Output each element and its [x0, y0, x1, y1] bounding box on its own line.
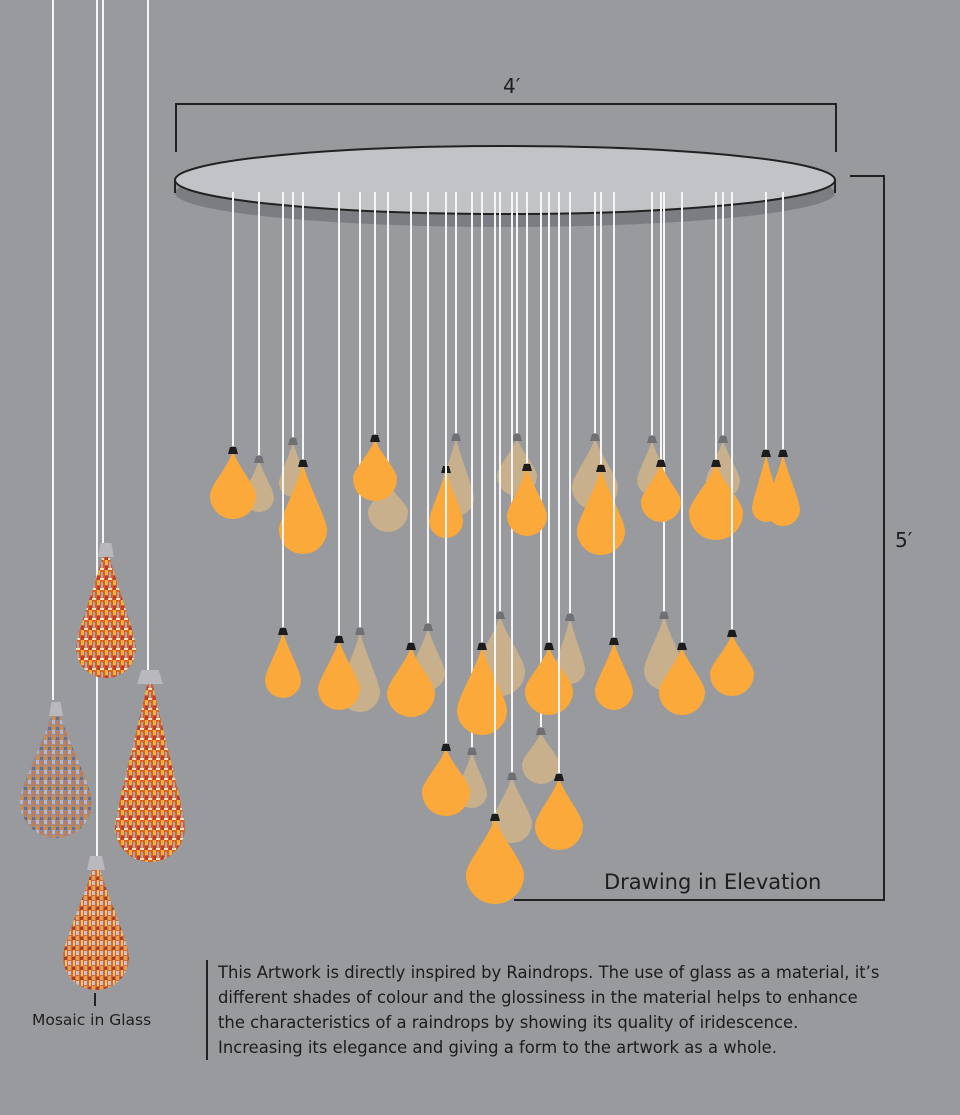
pendant-cap [87, 856, 105, 870]
description-line: the characteristics of a raindrops by showing its quality of iridescence. [218, 1013, 799, 1032]
drop-cap [659, 612, 669, 619]
drop-cap [727, 630, 737, 637]
description-line: different shades of colour and the glossiness in the material helps to enhance [218, 988, 858, 1007]
amber-raindrop-pendant [210, 192, 256, 519]
drop-cap [288, 438, 298, 445]
amber-raindrop-pendant [279, 192, 327, 554]
raindrop-glass [265, 632, 301, 698]
mosaic-glass-pendant [76, 543, 136, 678]
raindrop-glass [422, 748, 470, 816]
height-dimension-label: 5′ [895, 528, 913, 552]
artwork-description [206, 960, 938, 1060]
amber-raindrop-pendant [318, 192, 360, 710]
drop-cap [370, 435, 380, 442]
raindrop-glass [522, 732, 560, 784]
pendant-cap [98, 543, 114, 557]
drop-cap [278, 628, 288, 635]
mosaic-in-glass-caption: Mosaic in Glass [32, 1011, 152, 1029]
canopy [175, 146, 835, 227]
muted-raindrop-pendant [497, 192, 537, 496]
drop-cap [609, 638, 619, 645]
drop-cap [761, 450, 771, 457]
description-line: This Artwork is directly inspired by Raindrops. The use of glass as a material, it’s [218, 963, 880, 982]
mosaic-glass-body [63, 856, 129, 990]
description-line: Increasing its elegance and giving a form to the artwork as a whole. [218, 1038, 777, 1057]
mosaic-pendants [20, 0, 185, 990]
muted-raindrop-pendant [706, 192, 740, 498]
raindrop-glass [595, 642, 633, 710]
drop-cap [544, 643, 554, 650]
mosaic-glass-pendant [63, 856, 129, 990]
width-dimension-line [176, 104, 836, 152]
drop-cap [254, 456, 264, 463]
drop-cap [536, 728, 546, 735]
drop-cap [451, 434, 461, 441]
mosaic-glass-pendant [20, 702, 92, 838]
drop-cap [228, 447, 238, 454]
muted-raindrop-pendant [411, 192, 445, 690]
raindrop-glass [210, 451, 256, 519]
mosaic-glass-pendant [115, 670, 185, 862]
drop-cap [441, 744, 451, 751]
drop-cap [590, 434, 600, 441]
drop-cap [334, 636, 344, 643]
width-dimension-label: 4′ [503, 74, 521, 98]
mosaic-glass-body [115, 670, 185, 862]
muted-raindrop-pendant [572, 192, 618, 510]
drop-cap [677, 643, 687, 650]
drop-cap [406, 643, 416, 650]
raindrop-glass [710, 634, 754, 696]
drop-cap [467, 748, 477, 755]
drop-cap [647, 436, 657, 443]
drop-cap [507, 773, 517, 780]
drop-cap [477, 643, 487, 650]
drop-cap [495, 612, 505, 619]
amber-raindrop-pendant [752, 192, 780, 522]
raindrop-glass [318, 640, 360, 710]
drop-cap [423, 624, 433, 631]
pendant-cap [137, 670, 163, 684]
drop-cap [565, 614, 575, 621]
drop-cap [512, 434, 522, 441]
mosaic-glass-body [20, 702, 92, 838]
raindrop-glass [535, 778, 583, 850]
drawing-in-elevation-label: Drawing in Elevation [604, 870, 822, 894]
drop-cap [718, 436, 728, 443]
pendant-cap [49, 702, 63, 716]
drop-cap [355, 628, 365, 635]
drop-cap [778, 450, 788, 457]
muted-raindrop-pendant [244, 192, 274, 512]
muted-raindrop-pendant [637, 192, 667, 495]
mosaic-glass-body [76, 543, 136, 678]
